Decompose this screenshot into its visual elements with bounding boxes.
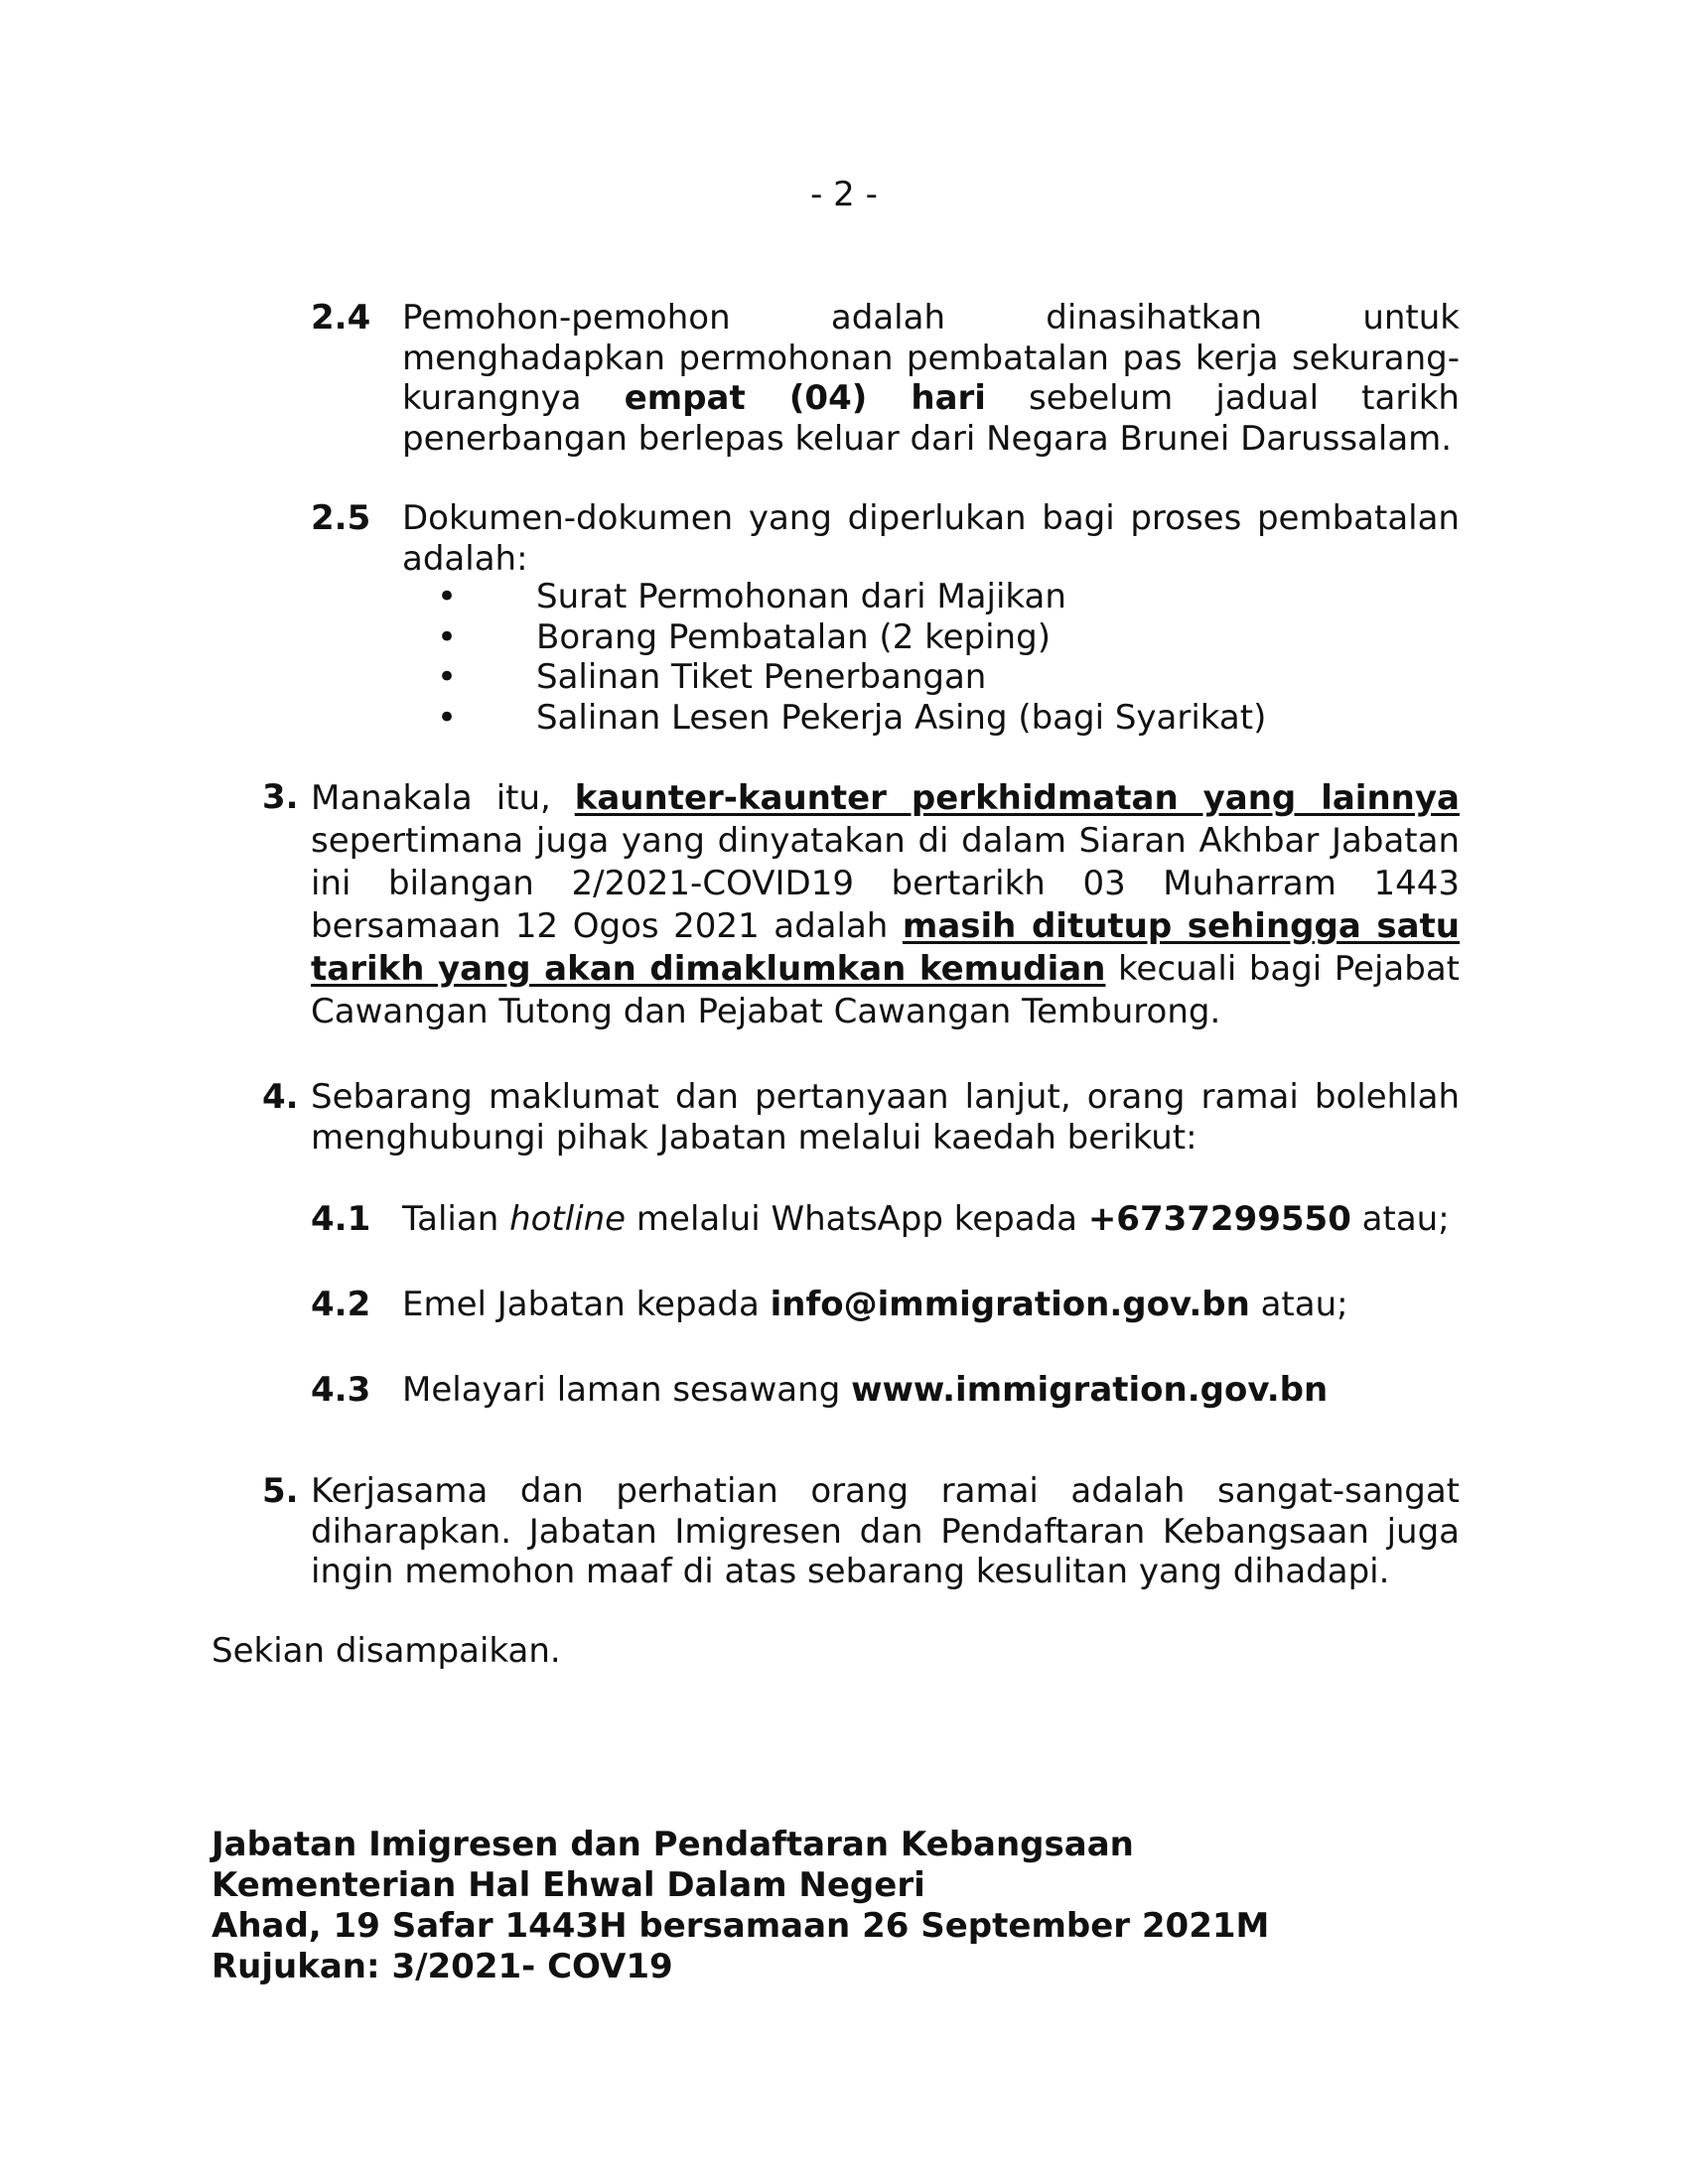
list-item-text: Surat Permohonan dari Majikan — [536, 577, 1066, 616]
section-number-2-4: 2.4 — [311, 298, 371, 338]
section-3-part2: sepertimana juga yang dinyatakan di dalam Siaran Akhbar Jabatan ini bilangan 2/2021-COVID19 bertarikh 03 Muharram 1443 bersamaan 12 Ogos 2021 adalah — [311, 821, 1460, 946]
section-4-1-italic: hotline — [509, 1199, 627, 1239]
section-number-4-1: 4.1 — [311, 1199, 371, 1239]
section-3-underlined-2: masih ditutup sehingga satu tarikh yang akan dimaklumkan kemudian — [311, 906, 1461, 989]
section-4-text: Sebarang maklumat dan pertanyaan lanjut, orang ramai bolehlah menghubungi pihak Jabatan melalui kaedah berikut: — [311, 1077, 1460, 1158]
section-3-underlined-1: kaunter-kaunter perkhidmatan yang lainnya — [574, 778, 1460, 818]
page-number: - 2 - — [810, 175, 878, 214]
signature-block — [211, 1825, 1269, 1987]
section-3-text — [311, 777, 1460, 1033]
section-4-2-text — [402, 1285, 1460, 1325]
list-item-text: Borang Pembatalan (2 keping) — [536, 616, 1051, 657]
section-2-5-text: Dokumen-dokumen yang diperlukan bagi proses pembatalan adalah: — [402, 498, 1460, 579]
ministry-name: Kementerian Hal Ehwal Dalam Negeri — [211, 1865, 925, 1905]
email-address: info@immigration.gov.bn — [770, 1285, 1250, 1324]
list-item — [427, 577, 1266, 617]
section-4-1-part3: atau; — [1350, 1199, 1450, 1239]
section-2-4-part1: Pemohon-pemohon adalah dinasihatkan untuk menghadapkan permohonan pembatalan pas kerja sekurang-kurangnya — [402, 298, 1460, 418]
section-2-4-part2: sebelum jadual tarikh penerbangan berlepas keluar dari Negara Brunei Darussalam. — [402, 378, 1460, 459]
section-3-part3: kecuali bagi Pejabat Cawangan Tutong dan Pejabat Cawangan Temburong. — [311, 949, 1460, 1031]
section-number-5: 5. — [262, 1471, 299, 1511]
whatsapp-number: +6737299550 — [1087, 1199, 1351, 1239]
section-2-4-bold: empat (04) hari — [624, 378, 986, 418]
section-number-2-5: 2.5 — [311, 498, 371, 538]
section-number-3: 3. — [262, 777, 299, 817]
list-item-text: Salinan Tiket Penerbangan — [536, 657, 987, 697]
section-4-2-part2: atau; — [1249, 1285, 1348, 1324]
section-4-3-text — [402, 1370, 1460, 1411]
bullet-icon: • — [437, 697, 458, 738]
section-2-4-text — [402, 298, 1460, 459]
list-item — [427, 617, 1266, 658]
section-number-4-3: 4.3 — [311, 1370, 371, 1410]
section-number-4: 4. — [262, 1077, 299, 1117]
section-number-4-2: 4.2 — [311, 1285, 371, 1324]
list-item — [427, 657, 1266, 698]
section-4-1-part1: Talian — [402, 1199, 510, 1239]
website-address: www.immigration.gov.bn — [851, 1370, 1329, 1410]
closing-remark: Sekian disampaikan. — [211, 1631, 561, 1671]
section-4-1-text — [402, 1199, 1460, 1240]
reference-number: Rujukan: 3/2021- COV19 — [211, 1947, 673, 1986]
bullet-icon: • — [437, 577, 458, 616]
section-5-text: Kerjasama dan perhatian orang ramai adalah sangat-sangat diharapkan. Jabatan Imigresen dan Pendaftaran Kebangsaan juga ingin memohon maaf di atas sebarang kesulitan yang dihadapi. — [311, 1471, 1460, 1591]
section-4-1-part2: melalui WhatsApp kepada — [626, 1199, 1088, 1239]
issue-date: Ahad, 19 Safar 1443H bersamaan 26 September 2021M — [211, 1906, 1270, 1946]
required-documents-list — [427, 577, 1266, 738]
section-4-2-part1: Emel Jabatan kepada — [402, 1285, 771, 1324]
department-name: Jabatan Imigresen dan Pendaftaran Kebangsaan — [211, 1825, 1134, 1864]
bullet-icon: • — [437, 657, 458, 697]
bullet-icon: • — [437, 616, 458, 657]
list-item-text: Salinan Lesen Pekerja Asing (bagi Syarikat) — [536, 697, 1267, 738]
section-3-part1: Manakala itu, — [311, 778, 575, 818]
list-item — [427, 698, 1266, 739]
section-4-3-part1: Melayari laman sesawang — [402, 1370, 852, 1410]
